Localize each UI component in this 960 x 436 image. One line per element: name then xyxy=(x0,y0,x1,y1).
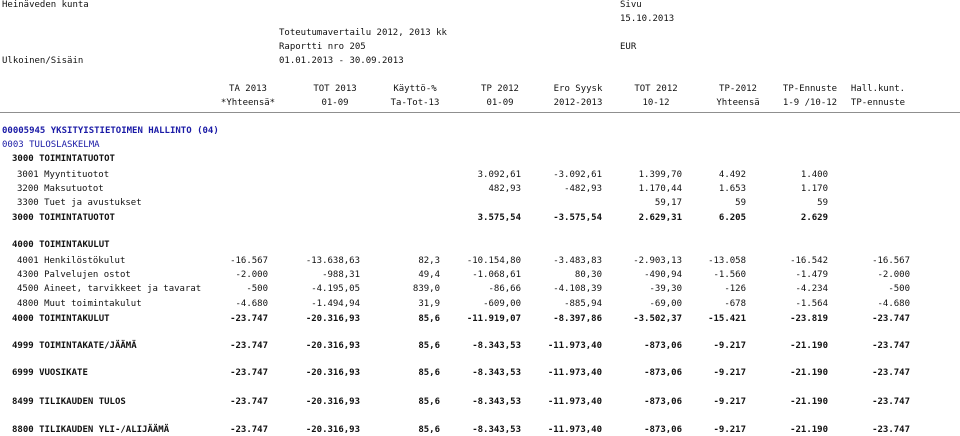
row-label: 8499 TILIKAUDEN TULOS xyxy=(12,397,126,407)
column-header-title: TOT 2013 xyxy=(313,84,357,94)
row-value: 85,6 xyxy=(418,314,440,324)
row-value: -21.190 xyxy=(790,397,828,407)
row-value: 1.170,44 xyxy=(638,184,682,194)
row-value: 31,9 xyxy=(418,299,440,309)
row-value: 85,6 xyxy=(418,368,440,378)
row-value: -86,66 xyxy=(488,284,521,294)
column-header-title: Käyttö-% xyxy=(393,84,437,94)
row-value: 82,3 xyxy=(418,256,440,266)
header-divider xyxy=(0,112,960,113)
column-header-subtitle: 01-09 xyxy=(321,98,349,108)
row-value: -126 xyxy=(724,284,746,294)
row-value: -1.479 xyxy=(795,270,828,280)
column-header-title: TA 2013 xyxy=(229,84,267,94)
row-value: -3.575,54 xyxy=(553,213,602,223)
row-label: 3200 Maksutuotot xyxy=(17,184,104,194)
column-header-subtitle: Ta-Tot-13 xyxy=(390,98,440,108)
row-value: -482,93 xyxy=(564,184,602,194)
row-value: -23.747 xyxy=(230,425,268,435)
row-value: -1.494,94 xyxy=(311,299,360,309)
row-value: -11.973,40 xyxy=(547,397,602,407)
row-value: -500 xyxy=(888,284,910,294)
row-label: 4800 Muut toimintakulut xyxy=(17,299,142,309)
row-value: -11.973,40 xyxy=(547,368,602,378)
row-value: -10.154,80 xyxy=(466,256,521,266)
row-value: -873,06 xyxy=(644,397,682,407)
row-value: 80,30 xyxy=(574,270,602,280)
row-value: -9.217 xyxy=(713,341,746,351)
scope-label: Ulkoinen/Sisäin xyxy=(2,56,84,66)
column-header-title: Ero Syysk xyxy=(553,84,603,94)
row-value: -988,31 xyxy=(322,270,360,280)
row-value: 839,0 xyxy=(412,284,440,294)
column-header-title: TP-Ennuste xyxy=(782,84,838,94)
row-value: 59 xyxy=(735,198,746,208)
row-value: -885,94 xyxy=(564,299,602,309)
row-value: -873,06 xyxy=(644,341,682,351)
report-number: Raportti nro 205 xyxy=(279,42,366,52)
row-value: -23.747 xyxy=(230,341,268,351)
row-value: -20.316,93 xyxy=(305,314,360,324)
row-value: -20.316,93 xyxy=(305,425,360,435)
row-value: -23.747 xyxy=(230,368,268,378)
row-value: -20.316,93 xyxy=(305,368,360,378)
row-value: -21.190 xyxy=(790,368,828,378)
row-value: -4.680 xyxy=(877,299,910,309)
row-value: 85,6 xyxy=(418,425,440,435)
column-header-subtitle: TP-ennuste xyxy=(850,98,906,108)
row-value: -23.747 xyxy=(872,341,910,351)
row-value: -873,06 xyxy=(644,368,682,378)
row-value: -1.560 xyxy=(713,270,746,280)
row-value: -678 xyxy=(724,299,746,309)
row-value: 2.629 xyxy=(800,213,828,223)
page-label: Sivu xyxy=(620,0,642,10)
row-value: -4.108,39 xyxy=(553,284,602,294)
row-value: -8.343,53 xyxy=(472,368,521,378)
row-label: 3001 Myyntituotot xyxy=(17,170,110,180)
row-value: -23.747 xyxy=(872,425,910,435)
row-value: 482,93 xyxy=(488,184,521,194)
row-value: 1.400 xyxy=(800,170,828,180)
row-label: 3300 Tuet ja avustukset xyxy=(17,198,142,208)
row-value: -39,30 xyxy=(649,284,682,294)
row-value: -873,06 xyxy=(644,425,682,435)
row-value: -23.747 xyxy=(872,368,910,378)
row-value: -8.343,53 xyxy=(472,341,521,351)
report-date: 15.10.2013 xyxy=(620,14,675,24)
row-value: -1.068,61 xyxy=(472,270,521,280)
row-value: -69,00 xyxy=(649,299,682,309)
row-value: 59 xyxy=(817,198,828,208)
row-value: -3.092,61 xyxy=(553,170,602,180)
column-header-title: TP 2012 xyxy=(481,84,519,94)
column-header-title: Hall.kunt. xyxy=(850,84,906,94)
row-value: -1.564 xyxy=(795,299,828,309)
row-label: 6999 VUOSIKATE xyxy=(12,368,88,378)
row-value: -11.973,40 xyxy=(547,425,602,435)
row-value: -2.000 xyxy=(877,270,910,280)
income-group-heading: 3000 TOIMINTATUOTOT xyxy=(12,154,115,164)
row-value: 1.653 xyxy=(718,184,746,194)
row-value: 85,6 xyxy=(418,397,440,407)
row-value: -8.397,86 xyxy=(553,314,602,324)
row-value: 4.492 xyxy=(718,170,746,180)
row-value: -15.421 xyxy=(708,314,746,324)
row-value: -9.217 xyxy=(713,368,746,378)
row-label: 4001 Henkilöstökulut xyxy=(17,256,126,266)
row-value: -23.747 xyxy=(872,397,910,407)
currency-label: EUR xyxy=(620,42,637,52)
row-value: -609,00 xyxy=(483,299,521,309)
row-value: -20.316,93 xyxy=(305,397,360,407)
row-label: 4300 Palvelujen ostot xyxy=(17,270,131,280)
row-value: -23.747 xyxy=(230,314,268,324)
row-value: 1.170 xyxy=(800,184,828,194)
column-header-subtitle: 10-12 xyxy=(642,98,670,108)
column-header-title: TP-2012 xyxy=(719,84,757,94)
statement-heading: 0003 TULOSLASKELMA xyxy=(2,140,100,150)
row-value: -2.000 xyxy=(235,270,268,280)
row-value: -4.195,05 xyxy=(311,284,360,294)
column-header-title: TOT 2012 xyxy=(634,84,678,94)
row-value: -23.819 xyxy=(790,314,828,324)
row-value: -13.638,63 xyxy=(305,256,360,266)
row-value: -8.343,53 xyxy=(472,425,521,435)
column-header-subtitle: 2012-2013 xyxy=(553,98,603,108)
row-value: -21.190 xyxy=(790,425,828,435)
row-value: -21.190 xyxy=(790,341,828,351)
row-value: -4.680 xyxy=(235,299,268,309)
report-title: Toteutumavertailu 2012, 2013 kk xyxy=(279,28,447,38)
row-value: 1.399,70 xyxy=(638,170,682,180)
row-label: 3000 TOIMINTATUOTOT xyxy=(12,213,115,223)
row-label: 4000 TOIMINTAKULUT xyxy=(12,314,110,324)
row-value: -20.316,93 xyxy=(305,341,360,351)
row-value: -9.217 xyxy=(713,397,746,407)
row-value: -23.747 xyxy=(230,397,268,407)
row-value: 2.629,31 xyxy=(638,213,682,223)
row-value: 3.092,61 xyxy=(477,170,521,180)
row-value: 59,17 xyxy=(654,198,682,208)
row-label: 8800 TILIKAUDEN YLI-/ALIJÄÄMÄ xyxy=(12,425,170,435)
row-value: -4.234 xyxy=(795,284,828,294)
period-label: 01.01.2013 - 30.09.2013 xyxy=(279,56,404,66)
row-value: -11.919,07 xyxy=(466,314,521,324)
row-label: 4999 TOIMINTAKATE/JÄÄMÄ xyxy=(12,341,137,351)
row-label: 4500 Aineet, tarvikkeet ja tavarat xyxy=(17,284,202,294)
row-value: -3.502,37 xyxy=(633,314,682,324)
row-value: -500 xyxy=(246,284,268,294)
expense-group-heading: 4000 TOIMINTAKULUT xyxy=(12,240,110,250)
row-value: 85,6 xyxy=(418,341,440,351)
row-value: -16.567 xyxy=(230,256,268,266)
row-value: -23.747 xyxy=(872,314,910,324)
row-value: -16.567 xyxy=(872,256,910,266)
row-value: -16.542 xyxy=(790,256,828,266)
row-value: -13.058 xyxy=(708,256,746,266)
row-value: 6.205 xyxy=(718,213,746,223)
column-header-subtitle: Yhteensä xyxy=(716,98,760,108)
row-value: -8.343,53 xyxy=(472,397,521,407)
row-value: -11.973,40 xyxy=(547,341,602,351)
row-value: -3.483,83 xyxy=(553,256,602,266)
row-value: 3.575,54 xyxy=(477,213,521,223)
column-header-subtitle: 01-09 xyxy=(486,98,514,108)
unit-heading: 00005945 YKSITYISTIETOIMEN HALLINTO (04) xyxy=(2,126,219,136)
column-header-subtitle: *Yhteensä* xyxy=(220,98,276,108)
org-name: Heinäveden kunta xyxy=(2,0,89,10)
row-value: 49,4 xyxy=(418,270,440,280)
row-value: -9.217 xyxy=(713,425,746,435)
column-header-subtitle: 1-9 /10-12 xyxy=(782,98,838,108)
row-value: -490,94 xyxy=(644,270,682,280)
row-value: -2.903,13 xyxy=(633,256,682,266)
